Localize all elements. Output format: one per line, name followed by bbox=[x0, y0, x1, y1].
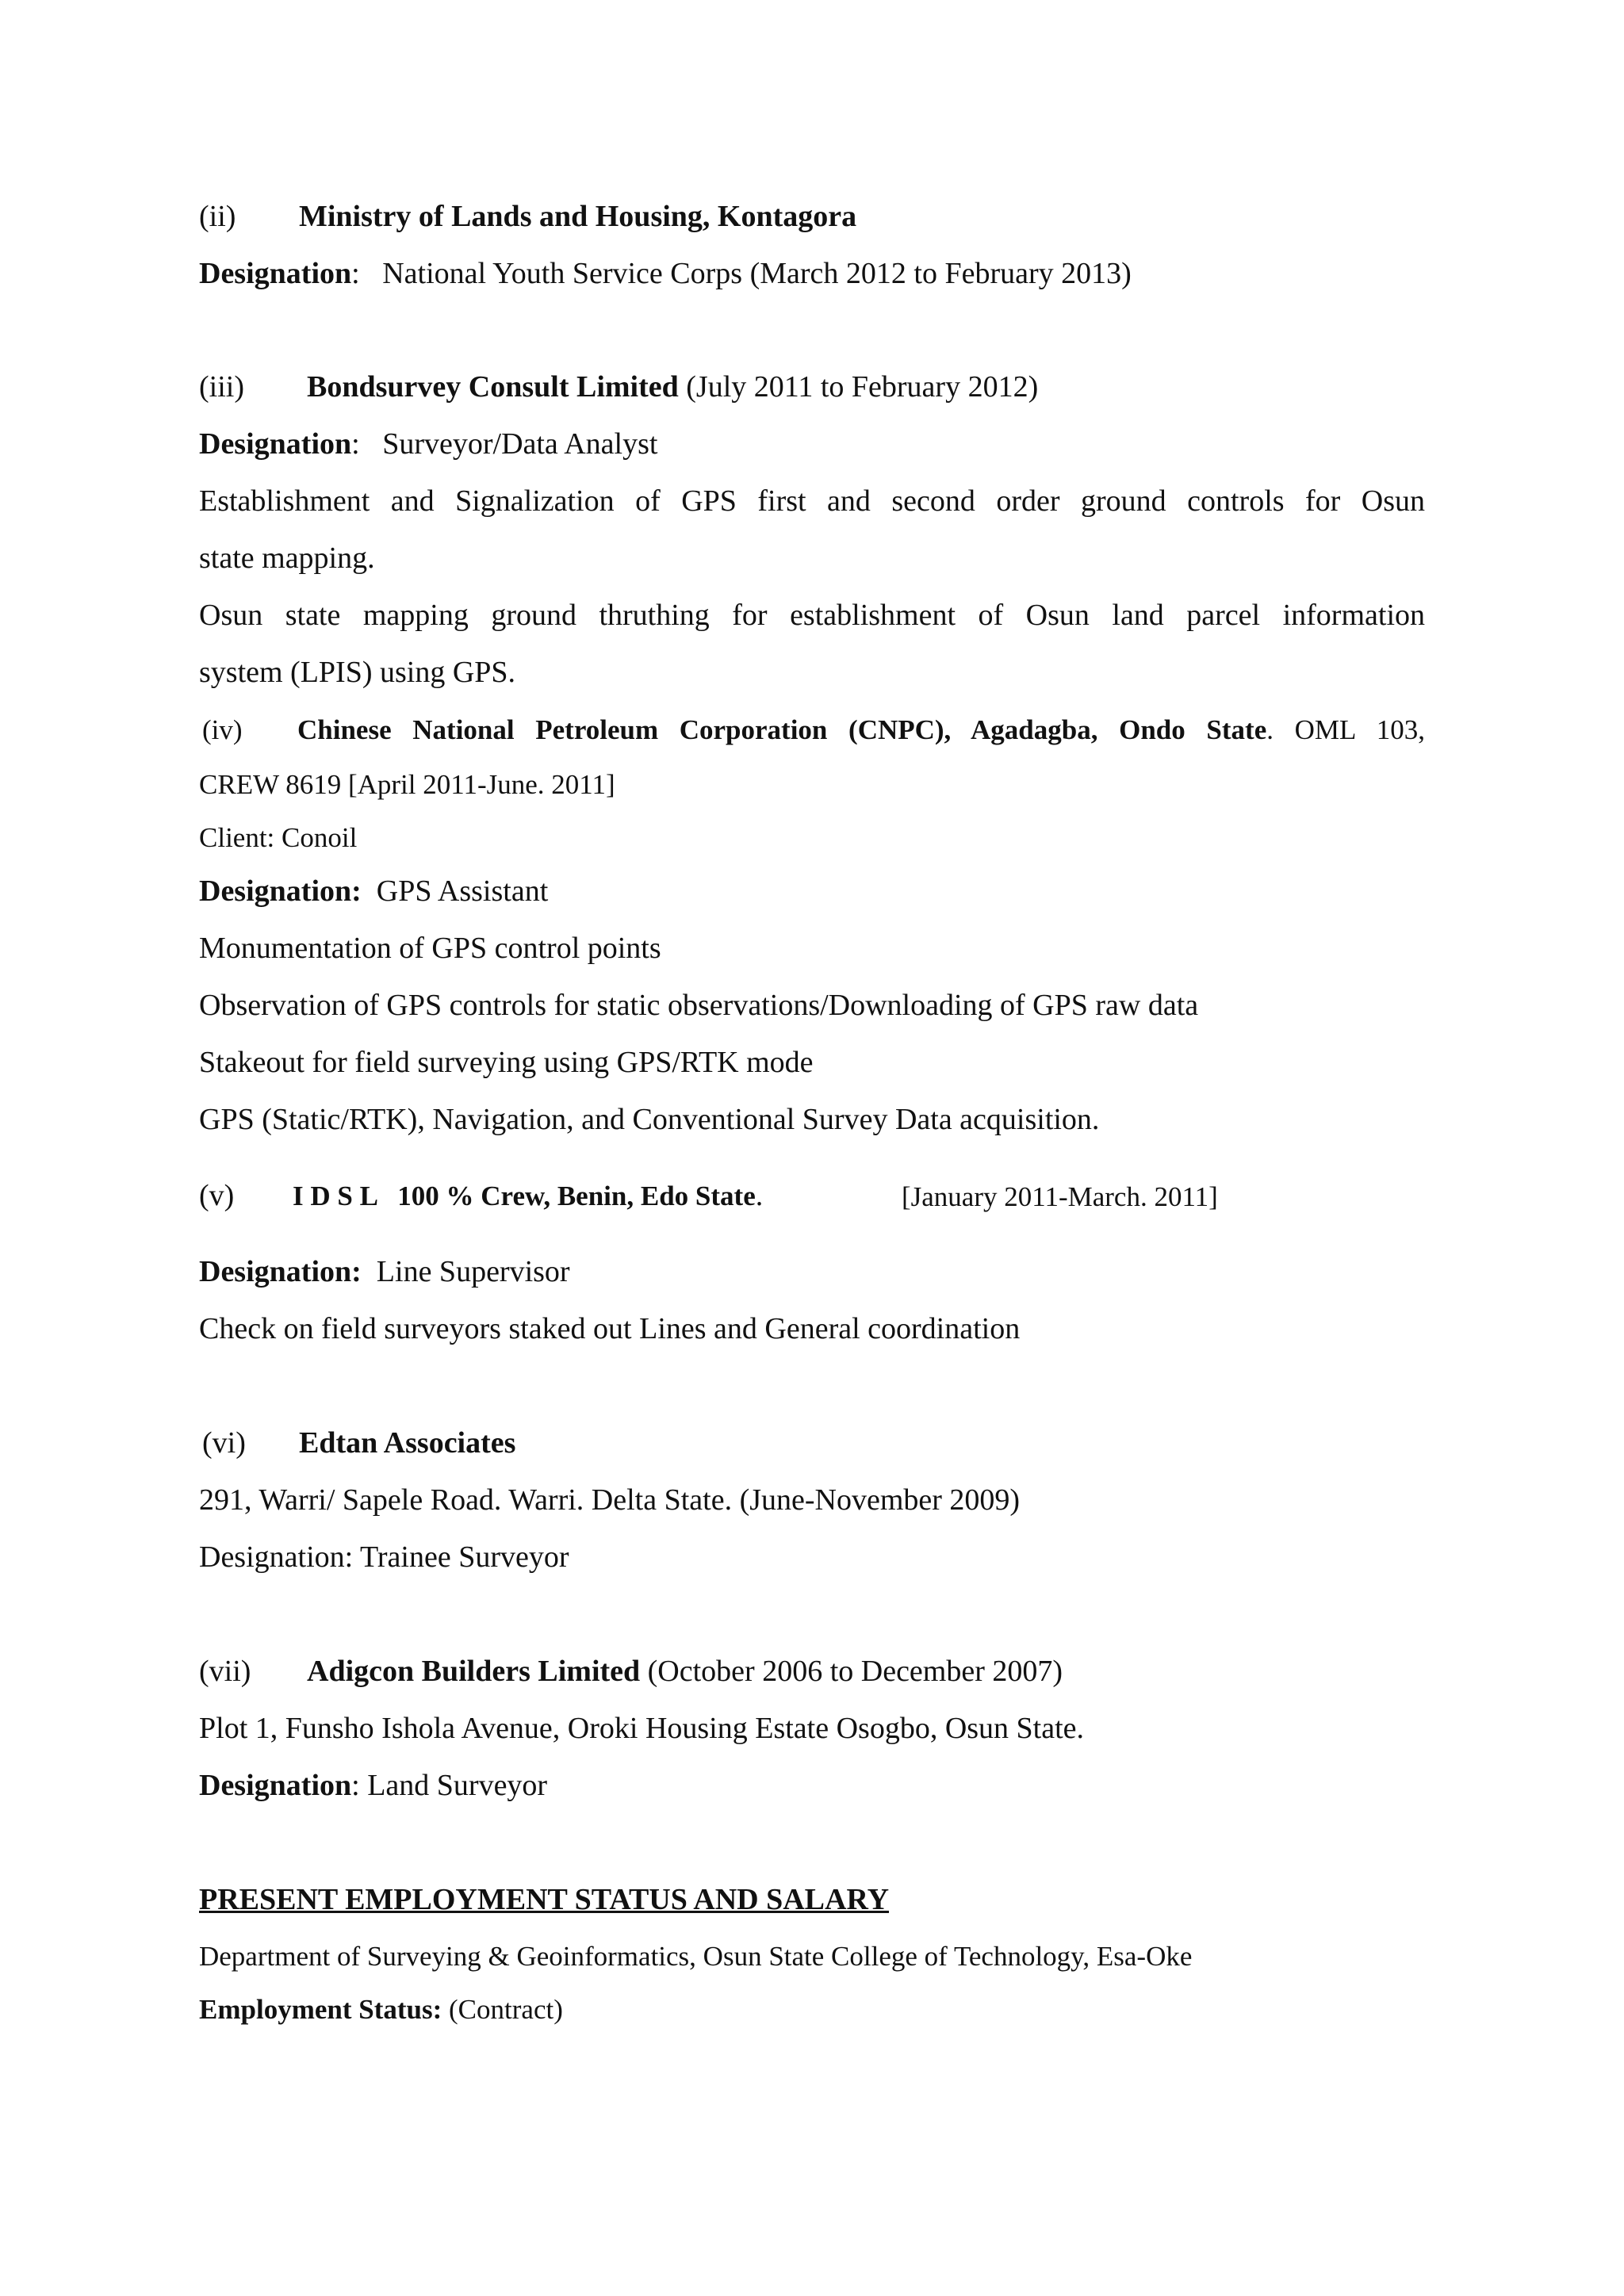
duty-line: Monumentation of GPS control points bbox=[199, 932, 661, 965]
entry-v-designation bbox=[199, 1254, 570, 1289]
designation-label: Designation bbox=[199, 1769, 352, 1802]
status-label: Employment Status: bbox=[199, 1994, 442, 2025]
organization-name: Ministry of Lands and Housing, Kontagora bbox=[299, 200, 857, 233]
entry-number: (iii) bbox=[199, 370, 244, 404]
entry-number: (ii) bbox=[199, 200, 236, 233]
section-heading: PRESENT EMPLOYMENT STATUS AND SALARY bbox=[199, 1883, 890, 1916]
duty-line: Establishment and Signalization of GPS first and second order ground controls for Osun bbox=[199, 484, 1425, 518]
entry-number: (v) bbox=[199, 1179, 235, 1212]
organization-name: I D S L 100 % Crew, Benin, Edo State bbox=[293, 1181, 756, 1211]
entry-ii-designation: Designation: National Youth Service Corps (March 2012 to February 2013) bbox=[199, 257, 1132, 290]
entry-vii-heading bbox=[199, 1654, 1063, 1689]
employment-period: [January 2011-March. 2011] bbox=[902, 1181, 1218, 1212]
entry-vi-heading bbox=[202, 1425, 515, 1460]
designation-label: Designation bbox=[199, 427, 352, 461]
designation-label: Designation: bbox=[199, 1255, 362, 1288]
designation-label: Designation bbox=[199, 257, 352, 290]
duty-line: system (LPIS) using GPS. bbox=[199, 656, 516, 689]
designation-value: National Youth Service Corps (March 2012 to February 2013) bbox=[382, 257, 1132, 290]
employment-period: (October 2006 to December 2007) bbox=[647, 1655, 1063, 1688]
duty-line: state mapping. bbox=[199, 541, 375, 575]
duty-line: Stakeout for field surveying using GPS/RTK mode bbox=[199, 1046, 814, 1079]
entry-number: (vi) bbox=[202, 1426, 246, 1460]
employment-period: (July 2011 to February 2012) bbox=[686, 370, 1039, 404]
entry-ii-heading bbox=[199, 199, 856, 234]
org-punctuation: . bbox=[755, 1179, 764, 1212]
entry-iii-heading bbox=[199, 369, 1038, 404]
designation-line: Designation: Trainee Surveyor bbox=[199, 1540, 569, 1574]
employment-status bbox=[199, 1992, 563, 2027]
organization-address: 291, Warri/ Sapele Road. Warri. Delta State. (June-November 2009) bbox=[199, 1483, 1021, 1517]
organization-address: Plot 1, Funsho Ishola Avenue, Oroki Housing Estate Osogbo, Osun State. bbox=[199, 1712, 1085, 1745]
department-line: Department of Surveying & Geoinformatics, Osun State College of Technology, Esa-Oke bbox=[199, 1941, 1193, 1972]
designation-value: Surveyor/Data Analyst bbox=[382, 427, 658, 461]
duty-line: Check on field surveyors staked out Lines and General coordination bbox=[199, 1312, 1021, 1345]
organization-name: Edtan Associates bbox=[299, 1426, 516, 1460]
crew-period: CREW 8619 [April 2011-June. 2011] bbox=[199, 769, 615, 800]
designation-value: Line Supervisor bbox=[376, 1255, 570, 1288]
entry-v-heading bbox=[199, 1178, 763, 1214]
oml-reference: . OML 103, bbox=[1266, 714, 1425, 745]
client-name: Client: Conoil bbox=[199, 822, 358, 853]
entry-iii-designation: Designation: Surveyor/Data Analyst bbox=[199, 427, 658, 461]
status-value: (Contract) bbox=[449, 1994, 563, 2025]
designation-value: GPS Assistant bbox=[376, 874, 549, 908]
entry-iv-heading bbox=[202, 712, 1425, 748]
entry-number: (vii) bbox=[199, 1655, 251, 1688]
duty-line: Osun state mapping ground thruthing for establishment of Osun land parcel information bbox=[199, 599, 1425, 632]
organization-name: Bondsurvey Consult Limited bbox=[307, 370, 679, 404]
organization-name: Adigcon Builders Limited bbox=[307, 1655, 641, 1688]
organization-name: Chinese National Petroleum Corporation (CNPC), Agadagba, Ondo State bbox=[297, 714, 1267, 745]
duty-line: GPS (Static/RTK), Navigation, and Conventional Survey Data acquisition. bbox=[199, 1103, 1100, 1136]
entry-vii-designation bbox=[199, 1768, 547, 1803]
designation-label: Designation: bbox=[199, 874, 362, 908]
designation-value: : Land Surveyor bbox=[351, 1769, 548, 1802]
entry-number: (iv) bbox=[202, 714, 243, 745]
entry-iv-designation bbox=[199, 874, 548, 909]
duty-line: Observation of GPS controls for static observations/Downloading of GPS raw data bbox=[199, 989, 1199, 1022]
